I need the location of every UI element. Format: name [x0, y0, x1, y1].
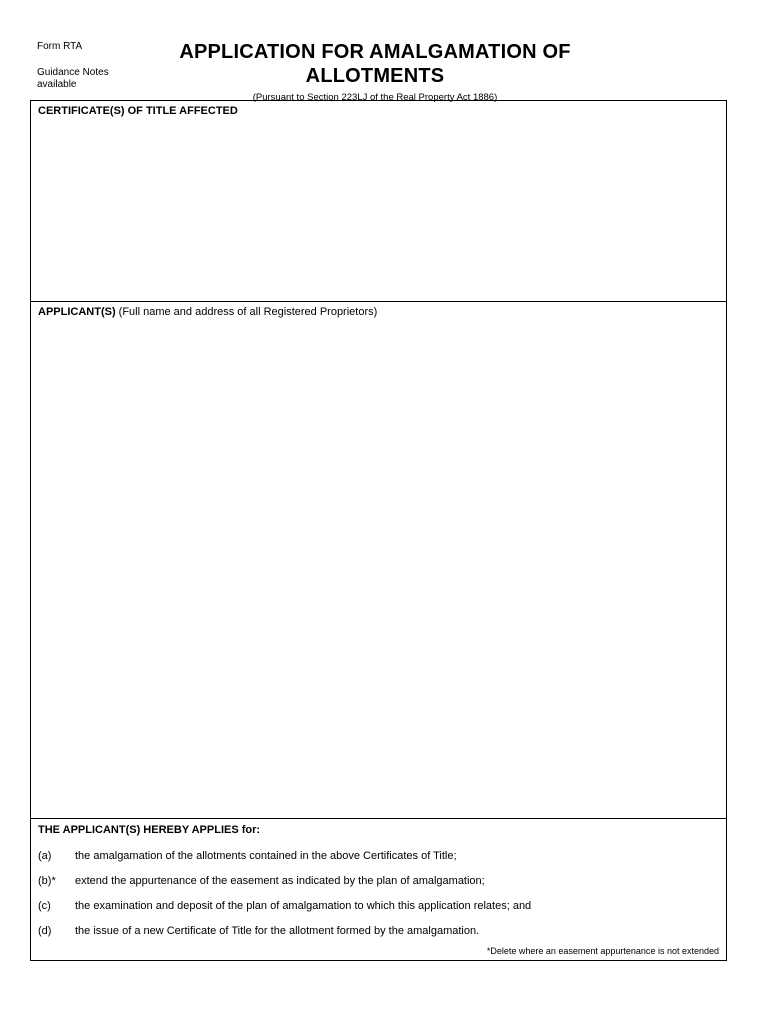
certificates-heading-text: CERTIFICATE(S) OF TITLE AFFECTED — [38, 105, 238, 117]
item-text: the examination and deposit of the plan of amalgamation to which this application relates; and — [75, 900, 532, 912]
item-label: (b)* — [38, 875, 56, 887]
guidance-notes — [37, 67, 127, 91]
applicants-field[interactable] — [37, 324, 720, 814]
applicants-section — [31, 302, 726, 819]
certificates-field[interactable] — [37, 123, 720, 297]
title-block — [150, 40, 600, 103]
applies-item-b — [38, 875, 718, 900]
form-title-line2: ALLOTMENTS — [305, 65, 445, 87]
guidance-notes-line2: available — [37, 79, 77, 90]
form-box — [30, 100, 727, 961]
applies-item-a — [38, 850, 718, 875]
item-text: extend the appurtenance of the easement as indicated by the plan of amalgamation; — [75, 875, 485, 887]
applicants-heading-bold: APPLICANT(S) — [38, 306, 116, 318]
applicants-heading-note: (Full name and address of all Registered Proprietors) — [115, 306, 378, 318]
form-title-line1: APPLICATION FOR AMALGAMATION OF — [179, 41, 571, 63]
applies-heading-text: THE APPLICANT(S) HEREBY APPLIES for: — [38, 824, 261, 836]
form-code: Form RTA — [37, 41, 83, 52]
item-label: (c) — [38, 900, 51, 912]
applies-heading — [38, 824, 260, 836]
certificates-section — [31, 101, 726, 302]
item-label: (d) — [38, 925, 52, 937]
applicants-heading — [38, 306, 377, 318]
applies-section — [31, 819, 726, 961]
certificates-heading — [38, 105, 238, 117]
form-subtitle: (Pursuant to Section 223LJ of the Real Property Act 1886) — [252, 92, 498, 103]
item-text: the issue of a new Certificate of Title for the allotment formed by the amalgamation. — [75, 925, 480, 937]
item-label: (a) — [38, 850, 52, 862]
guidance-notes-line1: Guidance Notes — [37, 67, 109, 78]
footnote: *Delete where an easement appurtenance is not extended — [486, 946, 719, 956]
applies-item-c — [38, 900, 718, 925]
applies-items — [38, 850, 718, 950]
item-text: the amalgamation of the allotments contained in the above Certificates of Title; — [75, 850, 457, 862]
